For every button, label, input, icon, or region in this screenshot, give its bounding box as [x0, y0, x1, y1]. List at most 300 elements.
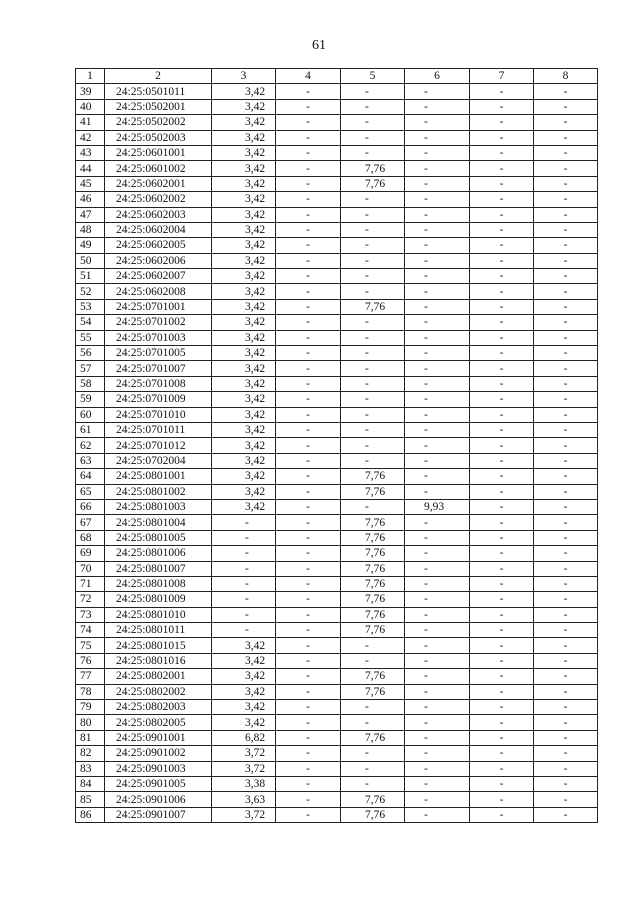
table-row	[76, 392, 598, 407]
table-cell-col-5: -	[341, 269, 405, 284]
table-row	[76, 807, 598, 822]
table-row	[76, 576, 598, 591]
table-cell-col-6: -	[405, 192, 470, 207]
table-cell-col-7: -	[470, 730, 534, 745]
table-cell-col-8: -	[534, 546, 598, 561]
column-header-1: 1	[76, 69, 105, 84]
table-cell-col-6: -	[405, 746, 470, 761]
table-cell-col-2: 24:25:0801006	[105, 546, 212, 561]
table-cell-col-7: -	[470, 684, 534, 699]
table-cell-col-7: -	[470, 807, 534, 822]
table-cell-col-3: 3,42	[212, 469, 276, 484]
table-cell-col-6: -	[405, 361, 470, 376]
table-cell-col-6: -	[405, 130, 470, 145]
table-cell-col-1: 70	[76, 561, 105, 576]
table-cell-col-2: 24:25:0502003	[105, 130, 212, 145]
table-row	[76, 407, 598, 422]
table-cell-col-1: 80	[76, 715, 105, 730]
table-cell-col-5: -	[341, 392, 405, 407]
table-cell-col-6: -	[405, 407, 470, 422]
table-cell-col-4: -	[276, 284, 341, 299]
table-cell-col-7: -	[470, 453, 534, 468]
table-cell-col-4: -	[276, 253, 341, 268]
table-cell-col-6: -	[405, 700, 470, 715]
table-cell-col-1: 78	[76, 684, 105, 699]
table-cell-col-8: -	[534, 253, 598, 268]
table-cell-col-7: -	[470, 746, 534, 761]
table-cell-col-3: 3,42	[212, 346, 276, 361]
table-cell-col-8: -	[534, 130, 598, 145]
table-cell-col-7: -	[470, 700, 534, 715]
table-cell-col-1: 58	[76, 376, 105, 391]
table-cell-col-2: 24:25:0701012	[105, 438, 212, 453]
table-cell-col-1: 43	[76, 145, 105, 160]
table-cell-col-5: -	[341, 361, 405, 376]
table-cell-col-1: 49	[76, 238, 105, 253]
table-cell-col-5: -	[341, 438, 405, 453]
table-cell-col-7: -	[470, 222, 534, 237]
table-cell-col-7: -	[470, 607, 534, 622]
table-cell-col-2: 24:25:0701011	[105, 422, 212, 437]
table-cell-col-1: 48	[76, 222, 105, 237]
table-cell-col-7: -	[470, 546, 534, 561]
column-header-7: 7	[470, 69, 534, 84]
table-cell-col-6: -	[405, 453, 470, 468]
table-cell-col-1: 86	[76, 807, 105, 822]
table-cell-col-4: -	[276, 653, 341, 668]
table-row	[76, 776, 598, 791]
table-row	[76, 207, 598, 222]
table-cell-col-1: 62	[76, 438, 105, 453]
table-cell-col-5: 7,76	[341, 546, 405, 561]
table-cell-col-8: -	[534, 623, 598, 638]
table-cell-col-1: 41	[76, 115, 105, 130]
table-cell-col-2: 24:25:0901007	[105, 807, 212, 822]
table-cell-col-8: -	[534, 530, 598, 545]
table-cell-col-4: -	[276, 438, 341, 453]
table-cell-col-5: -	[341, 638, 405, 653]
table-cell-col-4: -	[276, 669, 341, 684]
table-cell-col-6: -	[405, 176, 470, 191]
table-cell-col-5: 7,76	[341, 792, 405, 807]
table-cell-col-3: 6,82	[212, 730, 276, 745]
table-cell-col-8: -	[534, 392, 598, 407]
table-row	[76, 638, 598, 653]
table-cell-col-8: -	[534, 730, 598, 745]
table-cell-col-4: -	[276, 592, 341, 607]
table-cell-col-7: -	[470, 576, 534, 591]
table-cell-col-3: -	[212, 546, 276, 561]
table-cell-col-1: 84	[76, 776, 105, 791]
table-cell-col-8: -	[534, 807, 598, 822]
table-cell-col-8: -	[534, 453, 598, 468]
table-body	[76, 84, 598, 823]
table-cell-col-1: 67	[76, 515, 105, 530]
table-cell-col-6: -	[405, 422, 470, 437]
table-cell-col-5: -	[341, 376, 405, 391]
table-cell-col-2: 24:25:0701009	[105, 392, 212, 407]
table-cell-col-6: -	[405, 469, 470, 484]
table-cell-col-5: 7,76	[341, 576, 405, 591]
table-cell-col-4: -	[276, 99, 341, 114]
table-cell-col-8: -	[534, 638, 598, 653]
table-cell-col-5: 7,76	[341, 176, 405, 191]
table-cell-col-5: 7,76	[341, 561, 405, 576]
table-row	[76, 515, 598, 530]
table-cell-col-4: -	[276, 207, 341, 222]
table-cell-col-8: -	[534, 438, 598, 453]
table-row	[76, 499, 598, 514]
table-cell-col-1: 79	[76, 700, 105, 715]
table-cell-col-1: 40	[76, 99, 105, 114]
table-cell-col-8: -	[534, 99, 598, 114]
table-cell-col-2: 24:25:0602006	[105, 253, 212, 268]
table-cell-col-5: -	[341, 207, 405, 222]
table-cell-col-7: -	[470, 407, 534, 422]
table-cell-col-8: -	[534, 576, 598, 591]
table-cell-col-1: 81	[76, 730, 105, 745]
table-cell-col-6: -	[405, 269, 470, 284]
table-cell-col-4: -	[276, 176, 341, 191]
table-row	[76, 746, 598, 761]
column-header-6: 6	[405, 69, 470, 84]
table-cell-col-2: 24:25:0602001	[105, 176, 212, 191]
table-cell-col-4: -	[276, 453, 341, 468]
table-cell-col-6: -	[405, 299, 470, 314]
table-row	[76, 653, 598, 668]
table-cell-col-4: -	[276, 330, 341, 345]
table-cell-col-6: -	[405, 438, 470, 453]
table-row	[76, 453, 598, 468]
table-cell-col-1: 50	[76, 253, 105, 268]
table-cell-col-7: -	[470, 269, 534, 284]
table-cell-col-2: 24:25:0502001	[105, 99, 212, 114]
table-row	[76, 99, 598, 114]
column-header-5: 5	[341, 69, 405, 84]
table-cell-col-4: -	[276, 684, 341, 699]
table-row	[76, 730, 598, 745]
table-cell-col-8: -	[534, 561, 598, 576]
table-cell-col-5: -	[341, 99, 405, 114]
table-header-row	[76, 69, 598, 84]
table-cell-col-3: 3,42	[212, 284, 276, 299]
table-cell-col-1: 77	[76, 669, 105, 684]
table-cell-col-5: 7,76	[341, 669, 405, 684]
table-cell-col-4: -	[276, 546, 341, 561]
table-cell-col-4: -	[276, 484, 341, 499]
table-cell-col-6: -	[405, 99, 470, 114]
table-cell-col-6: -	[405, 284, 470, 299]
table-cell-col-1: 63	[76, 453, 105, 468]
table-cell-col-3: 3,38	[212, 776, 276, 791]
column-header-2: 2	[105, 69, 212, 84]
table-cell-col-2: 24:25:0901002	[105, 746, 212, 761]
table-cell-col-3: 3,42	[212, 407, 276, 422]
table-row	[76, 253, 598, 268]
table-cell-col-6: -	[405, 761, 470, 776]
table-cell-col-3: 3,42	[212, 99, 276, 114]
table-cell-col-6: -	[405, 607, 470, 622]
table-cell-col-3: 3,42	[212, 669, 276, 684]
data-table	[75, 68, 598, 823]
table-row	[76, 161, 598, 176]
table-cell-col-2: 24:25:0602003	[105, 207, 212, 222]
table-cell-col-7: -	[470, 176, 534, 191]
table-cell-col-5: -	[341, 145, 405, 160]
table-cell-col-3: -	[212, 530, 276, 545]
table-cell-col-6: -	[405, 530, 470, 545]
table-cell-col-1: 54	[76, 315, 105, 330]
table-cell-col-4: -	[276, 576, 341, 591]
table-cell-col-4: -	[276, 392, 341, 407]
column-header-3: 3	[212, 69, 276, 84]
table-row	[76, 361, 598, 376]
table-cell-col-2: 24:25:0801007	[105, 561, 212, 576]
table-cell-col-8: -	[534, 669, 598, 684]
table-cell-col-5: 7,76	[341, 730, 405, 745]
table-cell-col-2: 24:25:0701008	[105, 376, 212, 391]
table-cell-col-8: -	[534, 792, 598, 807]
table-row	[76, 561, 598, 576]
table-cell-col-3: 3,42	[212, 361, 276, 376]
table-cell-col-7: -	[470, 623, 534, 638]
table-cell-col-2: 24:25:0701010	[105, 407, 212, 422]
table-cell-col-1: 46	[76, 192, 105, 207]
table-cell-col-4: -	[276, 761, 341, 776]
table-cell-col-7: -	[470, 792, 534, 807]
table-cell-col-4: -	[276, 299, 341, 314]
table-cell-col-1: 75	[76, 638, 105, 653]
table-cell-col-8: -	[534, 715, 598, 730]
table-cell-col-3: 3,42	[212, 130, 276, 145]
table-cell-col-4: -	[276, 115, 341, 130]
table-cell-col-1: 83	[76, 761, 105, 776]
table-cell-col-3: 3,42	[212, 422, 276, 437]
page-number: 61	[312, 38, 326, 53]
table-cell-col-4: -	[276, 130, 341, 145]
table-row	[76, 715, 598, 730]
table-cell-col-7: -	[470, 207, 534, 222]
table-cell-col-5: -	[341, 653, 405, 668]
table-cell-col-5: -	[341, 407, 405, 422]
table-cell-col-8: -	[534, 115, 598, 130]
table-cell-col-1: 39	[76, 84, 105, 99]
table-cell-col-6: -	[405, 392, 470, 407]
table-cell-col-8: -	[534, 607, 598, 622]
table-row	[76, 592, 598, 607]
table-cell-col-6: -	[405, 792, 470, 807]
table-cell-col-2: 24:25:0801003	[105, 499, 212, 514]
table-cell-col-4: -	[276, 623, 341, 638]
table-cell-col-3: 3,42	[212, 376, 276, 391]
table-cell-col-8: -	[534, 700, 598, 715]
table-row	[76, 623, 598, 638]
table-cell-col-8: -	[534, 746, 598, 761]
table-cell-col-2: 24:25:0801016	[105, 653, 212, 668]
table-cell-col-4: -	[276, 84, 341, 99]
table-row	[76, 530, 598, 545]
table-cell-col-5: 7,76	[341, 515, 405, 530]
table-cell-col-2: 24:25:0602004	[105, 222, 212, 237]
table-cell-col-5: 7,76	[341, 530, 405, 545]
table-cell-col-2: 24:25:0801004	[105, 515, 212, 530]
table-cell-col-3: 3,42	[212, 330, 276, 345]
table-cell-col-3: 3,42	[212, 207, 276, 222]
table-cell-col-5: 7,76	[341, 592, 405, 607]
table-cell-col-1: 65	[76, 484, 105, 499]
table-cell-col-2: 24:25:0802001	[105, 669, 212, 684]
table-row	[76, 607, 598, 622]
table-cell-col-3: 3,42	[212, 684, 276, 699]
table-cell-col-4: -	[276, 238, 341, 253]
table-cell-col-2: 24:25:0602002	[105, 192, 212, 207]
table-cell-col-3: 3,72	[212, 807, 276, 822]
table-cell-col-3: 3,42	[212, 84, 276, 99]
table-cell-col-5: -	[341, 330, 405, 345]
table-cell-col-2: 24:25:0801015	[105, 638, 212, 653]
table-cell-col-1: 73	[76, 607, 105, 622]
table-row	[76, 130, 598, 145]
table-cell-col-1: 72	[76, 592, 105, 607]
table-cell-col-1: 56	[76, 346, 105, 361]
table-cell-col-7: -	[470, 561, 534, 576]
table-cell-col-4: -	[276, 422, 341, 437]
table-cell-col-1: 42	[76, 130, 105, 145]
table-cell-col-2: 24:25:0601001	[105, 145, 212, 160]
table-cell-col-4: -	[276, 515, 341, 530]
table-cell-col-8: -	[534, 315, 598, 330]
table-cell-col-7: -	[470, 653, 534, 668]
table-cell-col-2: 24:25:0901003	[105, 761, 212, 776]
table-cell-col-5: 7,76	[341, 623, 405, 638]
table-cell-col-2: 24:25:0801008	[105, 576, 212, 591]
table-row	[76, 269, 598, 284]
table-cell-col-3: 3,72	[212, 746, 276, 761]
table-row	[76, 761, 598, 776]
table-cell-col-4: -	[276, 561, 341, 576]
table-cell-col-1: 69	[76, 546, 105, 561]
table-cell-col-8: -	[534, 346, 598, 361]
table-cell-col-7: -	[470, 715, 534, 730]
table-cell-col-2: 24:25:0802002	[105, 684, 212, 699]
table-cell-col-8: -	[534, 499, 598, 514]
table-cell-col-5: -	[341, 222, 405, 237]
table-cell-col-3: 3,42	[212, 638, 276, 653]
table-cell-col-3: 3,42	[212, 161, 276, 176]
table-cell-col-5: 7,76	[341, 469, 405, 484]
table-cell-col-6: -	[405, 638, 470, 653]
table-cell-col-3: 3,42	[212, 653, 276, 668]
table-cell-col-6: -	[405, 807, 470, 822]
table-cell-col-1: 57	[76, 361, 105, 376]
table-cell-col-8: -	[534, 222, 598, 237]
table-cell-col-6: -	[405, 592, 470, 607]
table-cell-col-7: -	[470, 253, 534, 268]
table-cell-col-7: -	[470, 161, 534, 176]
table-cell-col-3: 3,63	[212, 792, 276, 807]
table-row	[76, 700, 598, 715]
table-cell-col-8: -	[534, 653, 598, 668]
table-cell-col-8: -	[534, 469, 598, 484]
table-cell-col-3: 3,42	[212, 145, 276, 160]
table-cell-col-2: 24:25:0801001	[105, 469, 212, 484]
table-cell-col-8: -	[534, 161, 598, 176]
table-cell-col-8: -	[534, 592, 598, 607]
table-cell-col-6: -	[405, 376, 470, 391]
table-cell-col-2: 24:25:0701007	[105, 361, 212, 376]
table-cell-col-5: -	[341, 315, 405, 330]
table-cell-col-4: -	[276, 715, 341, 730]
table-cell-col-4: -	[276, 792, 341, 807]
table-row	[76, 484, 598, 499]
table-cell-col-4: -	[276, 776, 341, 791]
table-cell-col-4: -	[276, 746, 341, 761]
table-cell-col-2: 24:25:0802003	[105, 700, 212, 715]
table-cell-col-6: -	[405, 653, 470, 668]
table-cell-col-4: -	[276, 361, 341, 376]
table-cell-col-6: -	[405, 330, 470, 345]
table-cell-col-7: -	[470, 438, 534, 453]
table-cell-col-7: -	[470, 238, 534, 253]
table-row	[76, 669, 598, 684]
table-cell-col-8: -	[534, 192, 598, 207]
table-cell-col-3: 3,42	[212, 392, 276, 407]
table-cell-col-4: -	[276, 807, 341, 822]
table-cell-col-4: -	[276, 607, 341, 622]
table-cell-col-6: -	[405, 515, 470, 530]
table-cell-col-8: -	[534, 361, 598, 376]
table-cell-col-2: 24:25:0702004	[105, 453, 212, 468]
table-cell-col-6: -	[405, 253, 470, 268]
table-cell-col-7: -	[470, 315, 534, 330]
table-cell-col-1: 51	[76, 269, 105, 284]
table-cell-col-6: -	[405, 84, 470, 99]
table-cell-col-3: 3,42	[212, 253, 276, 268]
column-header-8: 8	[534, 69, 598, 84]
table-cell-col-5: 7,76	[341, 607, 405, 622]
table-cell-col-6: -	[405, 730, 470, 745]
table-row	[76, 376, 598, 391]
table-row	[76, 422, 598, 437]
table-cell-col-8: -	[534, 269, 598, 284]
table-cell-col-6: -	[405, 161, 470, 176]
table-cell-col-6: -	[405, 207, 470, 222]
table-cell-col-7: -	[470, 99, 534, 114]
table-cell-col-6: -	[405, 546, 470, 561]
table-cell-col-7: -	[470, 515, 534, 530]
table-cell-col-3: -	[212, 623, 276, 638]
table-cell-col-3: 3,42	[212, 453, 276, 468]
table-cell-col-4: -	[276, 530, 341, 545]
table-cell-col-2: 24:25:0502002	[105, 115, 212, 130]
table-cell-col-2: 24:25:0801010	[105, 607, 212, 622]
table-row	[76, 684, 598, 699]
table-cell-col-5: -	[341, 115, 405, 130]
table-cell-col-5: 7,76	[341, 684, 405, 699]
table-cell-col-1: 45	[76, 176, 105, 191]
table-cell-col-3: 3,42	[212, 269, 276, 284]
table-cell-col-7: -	[470, 330, 534, 345]
table-cell-col-5: -	[341, 192, 405, 207]
table-cell-col-4: -	[276, 315, 341, 330]
table-cell-col-1: 55	[76, 330, 105, 345]
table-cell-col-7: -	[470, 761, 534, 776]
table-row	[76, 346, 598, 361]
table-cell-col-7: -	[470, 469, 534, 484]
table-cell-col-5: 7,76	[341, 161, 405, 176]
table-cell-col-2: 24:25:0501011	[105, 84, 212, 99]
table-cell-col-8: -	[534, 207, 598, 222]
